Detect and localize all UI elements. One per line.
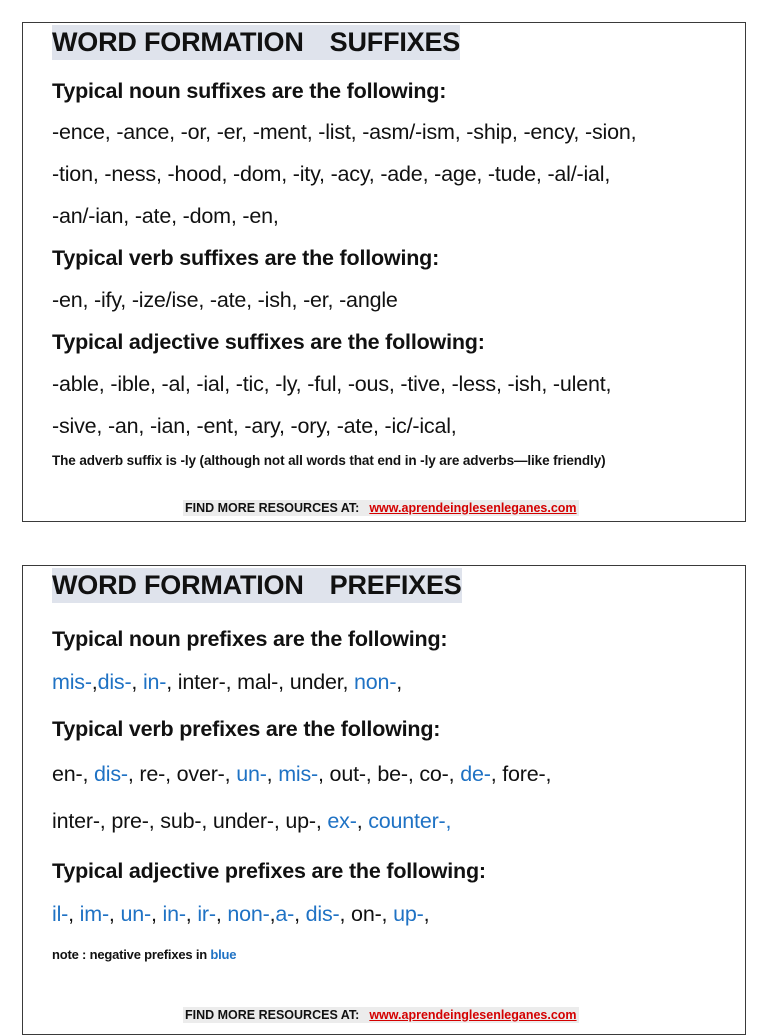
verb-prefixes-line-1	[52, 762, 551, 787]
separator: ,	[294, 902, 306, 926]
negative-prefix: il-	[52, 902, 69, 926]
negative-prefix: mis-	[52, 670, 92, 694]
noun-suffixes-heading: Typical noun suffixes are the following:	[52, 79, 447, 103]
negative-prefix-note	[52, 947, 236, 962]
prefix-text: , inter-, mal-, under,	[166, 670, 355, 694]
prefixes-title	[52, 568, 462, 603]
verb-suffixes-heading: Typical verb suffixes are the following:	[52, 246, 440, 270]
verb-prefixes-line-2	[52, 809, 451, 834]
resources-link[interactable]: www.aprendeinglesenleganes.com	[369, 1008, 577, 1022]
separator: ,	[108, 902, 121, 926]
resources-link[interactable]: www.aprendeinglesenleganes.com	[369, 501, 577, 515]
suffixes-card	[22, 22, 746, 522]
noun-suffixes-line-3: -an/-ian, -ate, -dom, -en,	[52, 204, 279, 228]
verb-prefixes-heading: Typical verb prefixes are the following:	[52, 717, 441, 741]
negative-prefix: de-	[460, 762, 491, 786]
negative-prefix: non-	[354, 670, 397, 694]
negative-prefix: dis-	[305, 902, 340, 926]
adjective-suffixes-line-1: -able, -ible, -al, -ial, -tic, -ly, -ful, -ous, -tive, -less, -ish, -ulent,	[52, 372, 612, 396]
negative-prefix: in-	[162, 902, 186, 926]
note-blue-word: blue	[210, 947, 237, 962]
prefixes-card	[22, 565, 746, 1035]
negative-prefix: up-	[393, 902, 424, 926]
separator: ,	[68, 902, 80, 926]
adjective-prefixes-line	[52, 902, 429, 927]
footer-label: FIND MORE RESOURCES AT:	[185, 501, 360, 515]
noun-suffixes-line-2: -tion, -ness, -hood, -dom, -ity, -acy, -ade, -age, -tude, -al/-ial,	[52, 162, 611, 186]
prefixes-title-right: PREFIXES	[329, 570, 462, 600]
suffixes-footer	[183, 500, 579, 516]
prefixes-title-left: WORD FORMATION	[52, 570, 304, 600]
suffixes-title-right: SUFFIXES	[329, 27, 461, 57]
note-text: note : negative prefixes in	[52, 947, 211, 962]
adverb-suffix-note: The adverb suffix is -ly (although not all words that end in -ly are adverbs—like friendly)	[52, 453, 606, 468]
separator: ,	[185, 902, 198, 926]
separator: ,	[91, 670, 98, 694]
negative-prefix: un-	[120, 902, 151, 926]
separator: ,	[396, 670, 403, 694]
negative-prefix: im-	[79, 902, 109, 926]
adjective-prefixes-heading: Typical adjective prefixes are the following:	[52, 859, 486, 883]
adjective-suffixes-heading: Typical adjective suffixes are the following:	[52, 330, 485, 354]
prefixes-footer	[183, 1007, 579, 1023]
prefix-text: , fore-,	[490, 762, 552, 786]
separator: ,	[266, 762, 279, 786]
separator: ,	[356, 809, 369, 833]
negative-prefix: dis-	[97, 670, 132, 694]
verb-suffixes-line-1: -en, -ify, -ize/ise, -ate, -ish, -er, -angle	[52, 288, 398, 312]
suffixes-title-left: WORD FORMATION	[52, 27, 304, 57]
prefix-text: en-,	[52, 762, 95, 786]
separator: ,	[150, 902, 163, 926]
prefix-text: , on-,	[339, 902, 394, 926]
negative-prefix: un-	[236, 762, 267, 786]
suffixes-title	[52, 25, 460, 60]
negative-prefix: dis-	[94, 762, 128, 786]
prefix-text: , re-, over-,	[127, 762, 237, 786]
noun-suffixes-line-1: -ence, -ance, -or, -er, -ment, -list, -asm/-ism, -ship, -ency, -sion,	[52, 120, 637, 144]
negative-prefix: non-	[227, 902, 270, 926]
negative-prefix: in-	[142, 670, 167, 694]
prefix-text: inter-, pre-, sub-, under-, up-,	[52, 809, 328, 833]
noun-prefixes-heading: Typical noun prefixes are the following:	[52, 627, 448, 651]
adjective-suffixes-line-2: -sive, -an, -ian, -ent, -ary, -ory, -ate, -ic/-ical,	[52, 414, 457, 438]
noun-prefixes-line	[52, 670, 402, 695]
separator: ,	[423, 902, 430, 926]
negative-prefix: a-	[275, 902, 295, 926]
prefix-text: , out-, be-, co-,	[318, 762, 461, 786]
negative-prefix: ir-	[197, 902, 216, 926]
separator: ,	[215, 902, 228, 926]
negative-prefix: mis-	[278, 762, 319, 786]
footer-label: FIND MORE RESOURCES AT:	[185, 1008, 360, 1022]
negative-prefix: counter-,	[368, 809, 452, 833]
negative-prefix: ex-	[327, 809, 357, 833]
separator: ,	[269, 902, 276, 926]
separator: ,	[131, 670, 143, 694]
